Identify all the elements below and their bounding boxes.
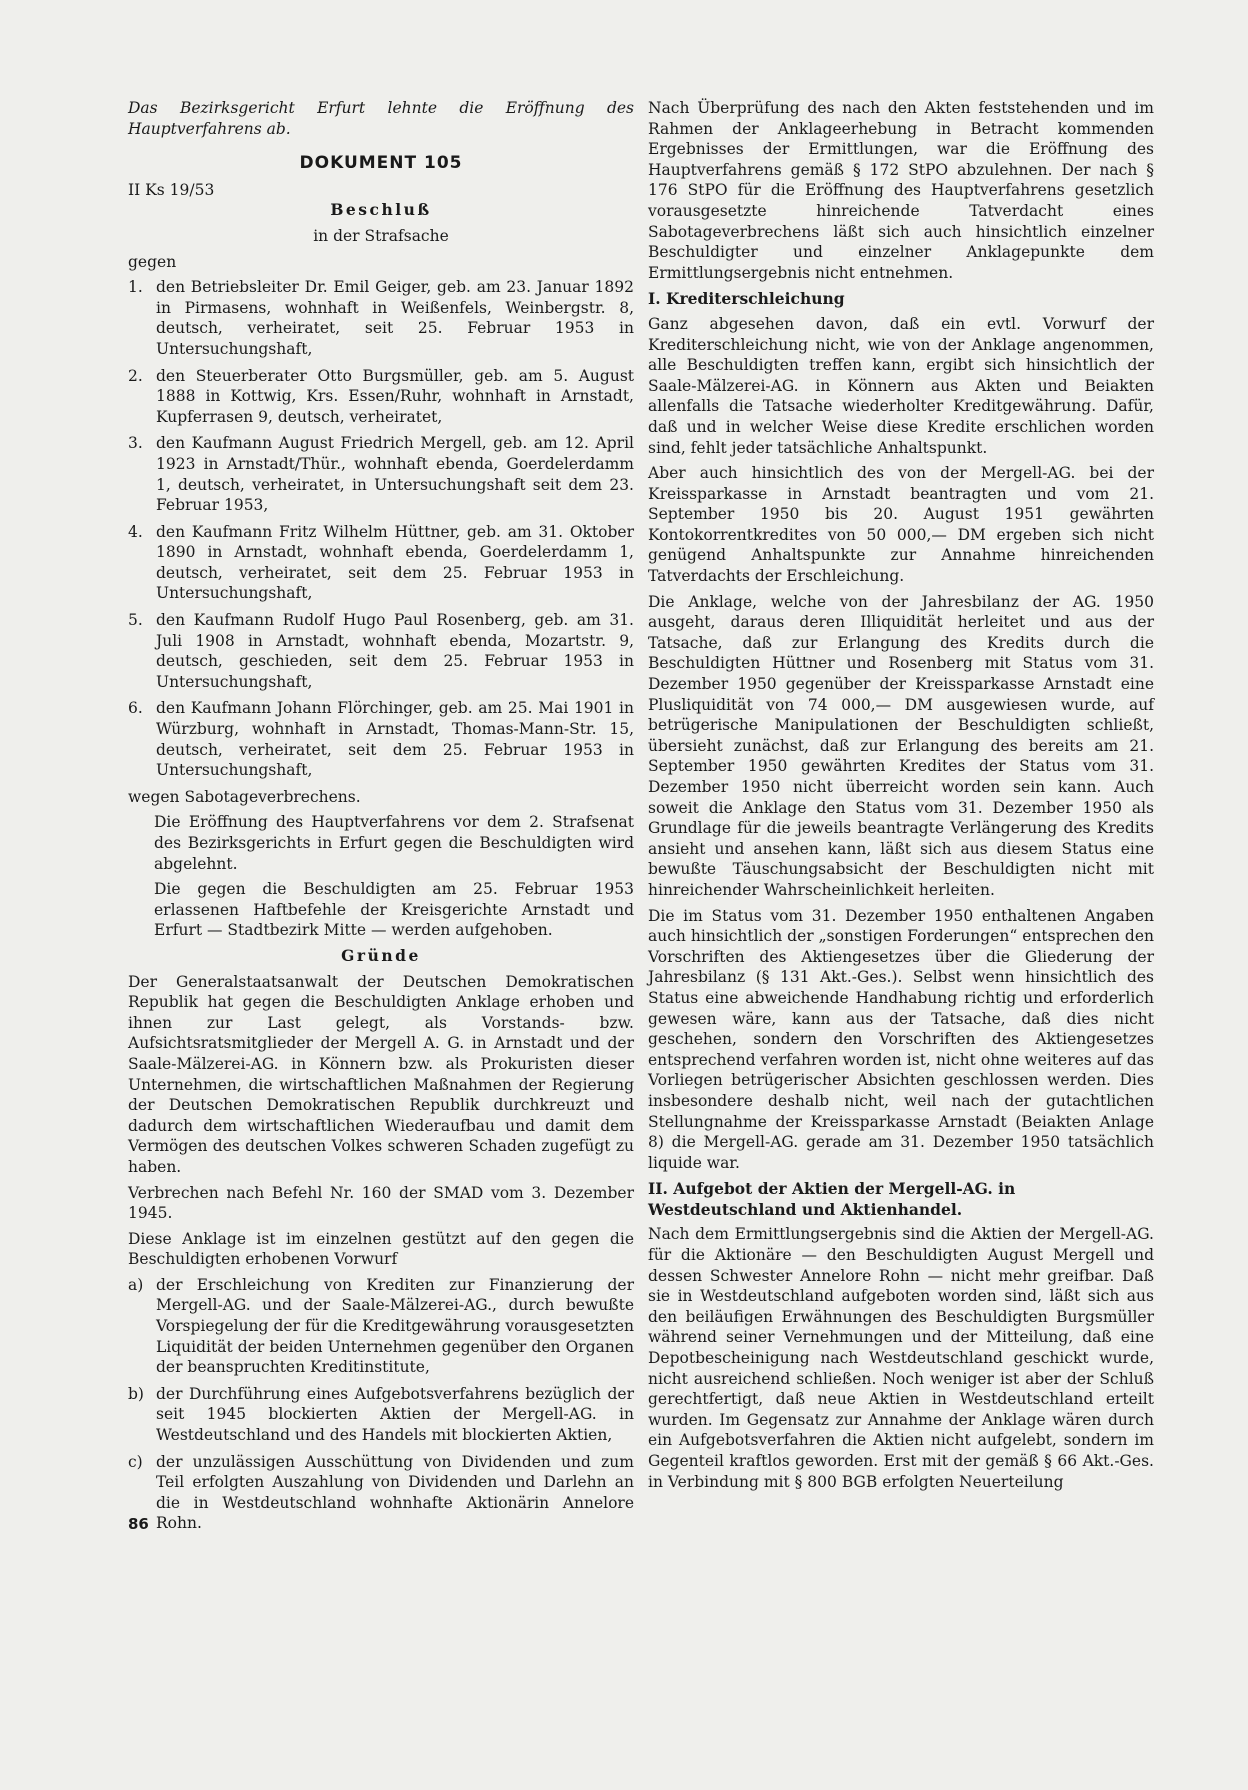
body-paragraph: Der Generalstaatsanwalt der Deutschen Demokratischen Republik hat gegen die Beschuldigten Anklage erhoben und ihnen zur Last gelegt, als Vorstands- bzw. Aufsichtsratsmitglieder der Mergell A. G. in Arnstadt und der Saale-Mälzerei-AG. in Könnern bzw. als Prokuristen dieser Unternehmen, die wirtschaftlichen Maßnahmen der Regierung der Deutschen Demokratischen Republik durchkreuzt und dadurch dem wirtschaftlichen Wiederaufbau und damit dem Vermögen des deutschen Volkes schweren Schaden zugefügt zu haben. [128, 972, 634, 1176]
against-label: gegen [128, 252, 177, 271]
list-item [128, 1452, 634, 1534]
item-text: den Kaufmann Rudolf Hugo Paul Rosenberg, geb. am 31. Juli 1908 in Arnstadt, wohnhaft ebenda, Mozartstr. 9, deutsch, geschieden, seit dem 25. Februar 1953 in Untersuchungshaft, [156, 611, 634, 691]
section-heading: II. Aufgebot der Aktien der Mergell-AG. in Westdeutschland und Aktienhandel. [648, 1179, 1016, 1219]
charges-list [128, 1275, 634, 1534]
item-number: 2. [128, 366, 143, 385]
item-text: den Kaufmann Johann Flörchinger, geb. am 25. Mai 1901 in Würzburg, wohnhaft in Arnstadt, Thomas-Mann-Str. 15, deutsch, verheiratet, seit dem 25. Februar 1953 in Untersuchungshaft, [156, 699, 634, 780]
item-text: den Kaufmann August Friedrich Mergell, geb. am 12. April 1923 in Arnstadt/Thür., wohnhaft ebenda, Goerdelerdamm 1, deutsch, verheiratet, in Untersuchungshaft seit dem 23. Februar 1953, [156, 434, 634, 515]
list-item [128, 522, 634, 604]
item-text: der unzulässigen Ausschüttung von Dividenden und zum Teil erfolgten Auszahlung von Dividenden und Darlehn an die in Westdeutschland wohnhafte Aktionärin Annelore Rohn. [156, 1452, 634, 1533]
body-paragraph: Nach dem Ermittlungsergebnis sind die Aktien der Mergell-AG. für die Aktionäre — den Beschuldigten August Mergell und dessen Schwester Annelore Rohn — nicht mehr greifbar. Daß sie in Westdeutschland aufgeboten worden sind, läßt sich aus den beiläufigen Erwähnungen des Beschuldigten Burgsmüller während seiner Vernehmungen und der Mitteilung, daß eine Depotbescheinigung nach Westdeutschland geschickt wurde, nicht ausreichend schließen. Noch weniger ist aber der Schluß gerechtfertigt, daß neue Aktien in Westdeutschland erteilt wurden. Im Gegensatz zur Annahme der Anklage wären durch ein Aufgebotsverfahren die Aktien nicht aufgelebt, sondern im Gegenteil kraftlos geworden. Erst mit der gemäß § 66 Akt.-Ges. in Verbindung mit § 800 BGB erfolgten Neuerteilung [648, 1225, 1154, 1491]
body-paragraph: Die im Status vom 31. Dezember 1950 enthaltenen Angaben auch hinsichtlich der „sonstigen Forderungen“ entsprechen den Vorschriften des Aktiengesetzes über die Gliederung der Jahresbilanz (§ 131 Akt.-Ges.). Selbst wenn hinsichtlich des Status eine abweichende Handhabung richtig und erforderlich gewesen wäre, kann aus der Tatsache, daß dies nicht geschehen, sondern den Vorschriften des Aktiengesetzes entsprechend verfahren worden ist, nicht ohne weiteres auf das Vorliegen betrügerischer Absichten geschlossen werden. Dies insbesondere deshalb nicht, weil nach der gutachtlichen Stellungnahme der Kreissparkasse Arnstadt (Beiakten Anlage 8) die Mergell-AG. gerade am 31. Dezember 1950 tatsächlich liquide war. [648, 906, 1154, 1172]
list-item [128, 610, 634, 692]
item-number: b) [128, 1384, 144, 1403]
ruling-paragraph: Die Eröffnung des Hauptverfahrens vor dem 2. Strafsenat des Bezirksgerichts in Erfurt gegen die Beschuldigten wird abgelehnt. [154, 813, 634, 873]
left-column [128, 98, 634, 1540]
list-item [128, 433, 634, 515]
file-reference: II Ks 19/53 [128, 180, 215, 199]
item-text: den Betriebsleiter Dr. Emil Geiger, geb. am 23. Januar 1892 in Pirmasens, wohnhaft in Weißenfels, Weinbergstr. 8, deutsch, verheiratet, seit 25. Februar 1953 in Untersuchungshaft, [156, 278, 634, 358]
document-title: DOKUMENT 105 [299, 153, 463, 174]
item-text: der Durchführung eines Aufgebotsverfahrens bezüglich der seit 1945 blockierten Aktien der Mergell-AG. in Westdeutschland und des Handels mit blockierten Aktien, [156, 1384, 634, 1445]
decision-heading: Beschluß [330, 200, 432, 220]
section-heading: I. Krediterschleichung [648, 289, 845, 309]
body-paragraph: Nach Überprüfung des nach den Akten feststehenden und im Rahmen der Anklageerhebung in Betracht kommenden Ergebnisses der Ermittlungen, war die Eröffnung des Hauptverfahrens gemäß § 172 StPO abzulehnen. Der nach § 176 StPO für die Eröffnung des Hauptverfahrens gesetzlich vorausgesetzte hinreichende Tatverdacht eines Sabotageverbrechens läßt sich auch hinsichtlich einzelner Beschuldigter und einzelner Anklagepunkte dem Ermittlungsergebnis nicht entnehmen. [648, 99, 1154, 282]
reasons-heading: Gründe [341, 945, 421, 965]
item-number: 4. [128, 522, 143, 541]
body-paragraph: Diese Anklage ist im einzelnen gestützt auf den gegen die Beschuldigten erhobenen Vorwurf [128, 1229, 634, 1269]
item-number: 5. [128, 611, 143, 630]
right-column [648, 98, 1154, 1497]
body-paragraph: Verbrechen nach Befehl Nr. 160 der SMAD vom 3. Dezember 1945. [128, 1183, 634, 1223]
case-subheading: in der Strafsache [313, 226, 449, 245]
item-text: den Kaufmann Fritz Wilhelm Hüttner, geb. am 31. Oktober 1890 in Arnstadt, wohnhaft ebenda, Goerdelerdamm 1, deutsch, verheiratet, seit dem 25. Februar 1953 in Untersuchungshaft, [156, 522, 634, 603]
body-paragraph: Die Anklage, welche von der Jahresbilanz der AG. 1950 ausgeht, daraus deren Illiquidität herleitet und aus der Tatsache, daß zur Erlangung des Kredits durch die Beschuldigten Hüttner und Rosenberg mit Status vom 31. Dezember 1950 gegenüber der Kreissparkasse Arnstadt eine Plusliquidität von 74 000,— DM ausgewiesen wurde, auf betrügerische Manipulationen der Beschuldigten schließt, übersieht zunächst, daß zur Erlangung des bereits am 21. September 1950 gewährten Kredites der Status vom 31. Dezember 1950 nicht überreicht worden sein kann. Auch soweit die Anklage den Status vom 31. Dezember 1950 als Grundlage für die jeweils beantragte Verlängerung des Kredits ansieht und ansehen kann, läßt sich aus diesem Status eine bewußte Täuschungsabsicht der Beschuldigten nicht mit hinreichender Wahrscheinlichkeit herleiten. [648, 592, 1154, 899]
page-number: 86 [128, 1515, 149, 1533]
item-number: a) [128, 1275, 144, 1294]
list-item [128, 277, 634, 359]
intro-note: Das Bezirksgericht Erfurt lehnte die Eröffnung des Hauptverfahrens ab. [128, 99, 634, 138]
list-item [128, 366, 634, 428]
list-item [128, 698, 634, 780]
item-number: c) [128, 1452, 143, 1471]
body-paragraph: Ganz abgesehen davon, daß ein evtl. Vorwurf der Krediterschleichung nicht, wie von der Anklage angenommen, alle Beschuldigten treffen kann, ergibt sich hinsichtlich der Saale-Mälzerei-AG. in Könnern aus Akten und Beiakten allenfalls die Tatsache wiederholter Kreditgewährung. Dafür, daß und in welcher Weise diese Kredite erschlichen worden sind, fehlt jeder tatsächliche Anhaltspunkt. [648, 314, 1154, 457]
charge-basis: wegen Sabotageverbrechens. [128, 787, 361, 806]
item-text: der Erschleichung von Krediten zur Finanzierung der Mergell-AG. und der Saale-Mälzerei-AG., durch bewußte Vorspiegelung der für die Kreditgewährung vorausgesetzten Liquidität der beiden Unternehmen gegenüber den Organen der beanspruchten Kreditinstitute, [156, 1275, 634, 1377]
list-item [128, 1275, 634, 1378]
ruling-paragraph: Die gegen die Beschuldigten am 25. Februar 1953 erlassenen Haftbefehle der Kreisgerichte Arnstadt und Erfurt — Stadtbezirk Mitte — werden aufgehoben. [154, 880, 634, 940]
body-paragraph: Aber auch hinsichtlich des von der Mergell-AG. bei der Kreissparkasse in Arnstadt beantragten und vom 21. September 1950 bis 20. August 1951 gewährten Kontokorrentkredites von 50 000,— DM ergeben sich nicht genügend Anhaltspunkte zur Annahme hinreichenden Tatverdachts der Erschleichung. [648, 464, 1154, 586]
list-item [128, 1384, 634, 1446]
item-number: 6. [128, 699, 143, 718]
item-number: 1. [128, 278, 143, 297]
defendants-list [128, 277, 634, 781]
item-number: 3. [128, 434, 143, 453]
item-text: den Steuerberater Otto Burgsmüller, geb. am 5. August 1888 in Kottwig, Krs. Essen/Ruhr, wohnhaft in Arnstadt, Kupferrasen 9, deutsch, verheiratet, [156, 366, 634, 426]
